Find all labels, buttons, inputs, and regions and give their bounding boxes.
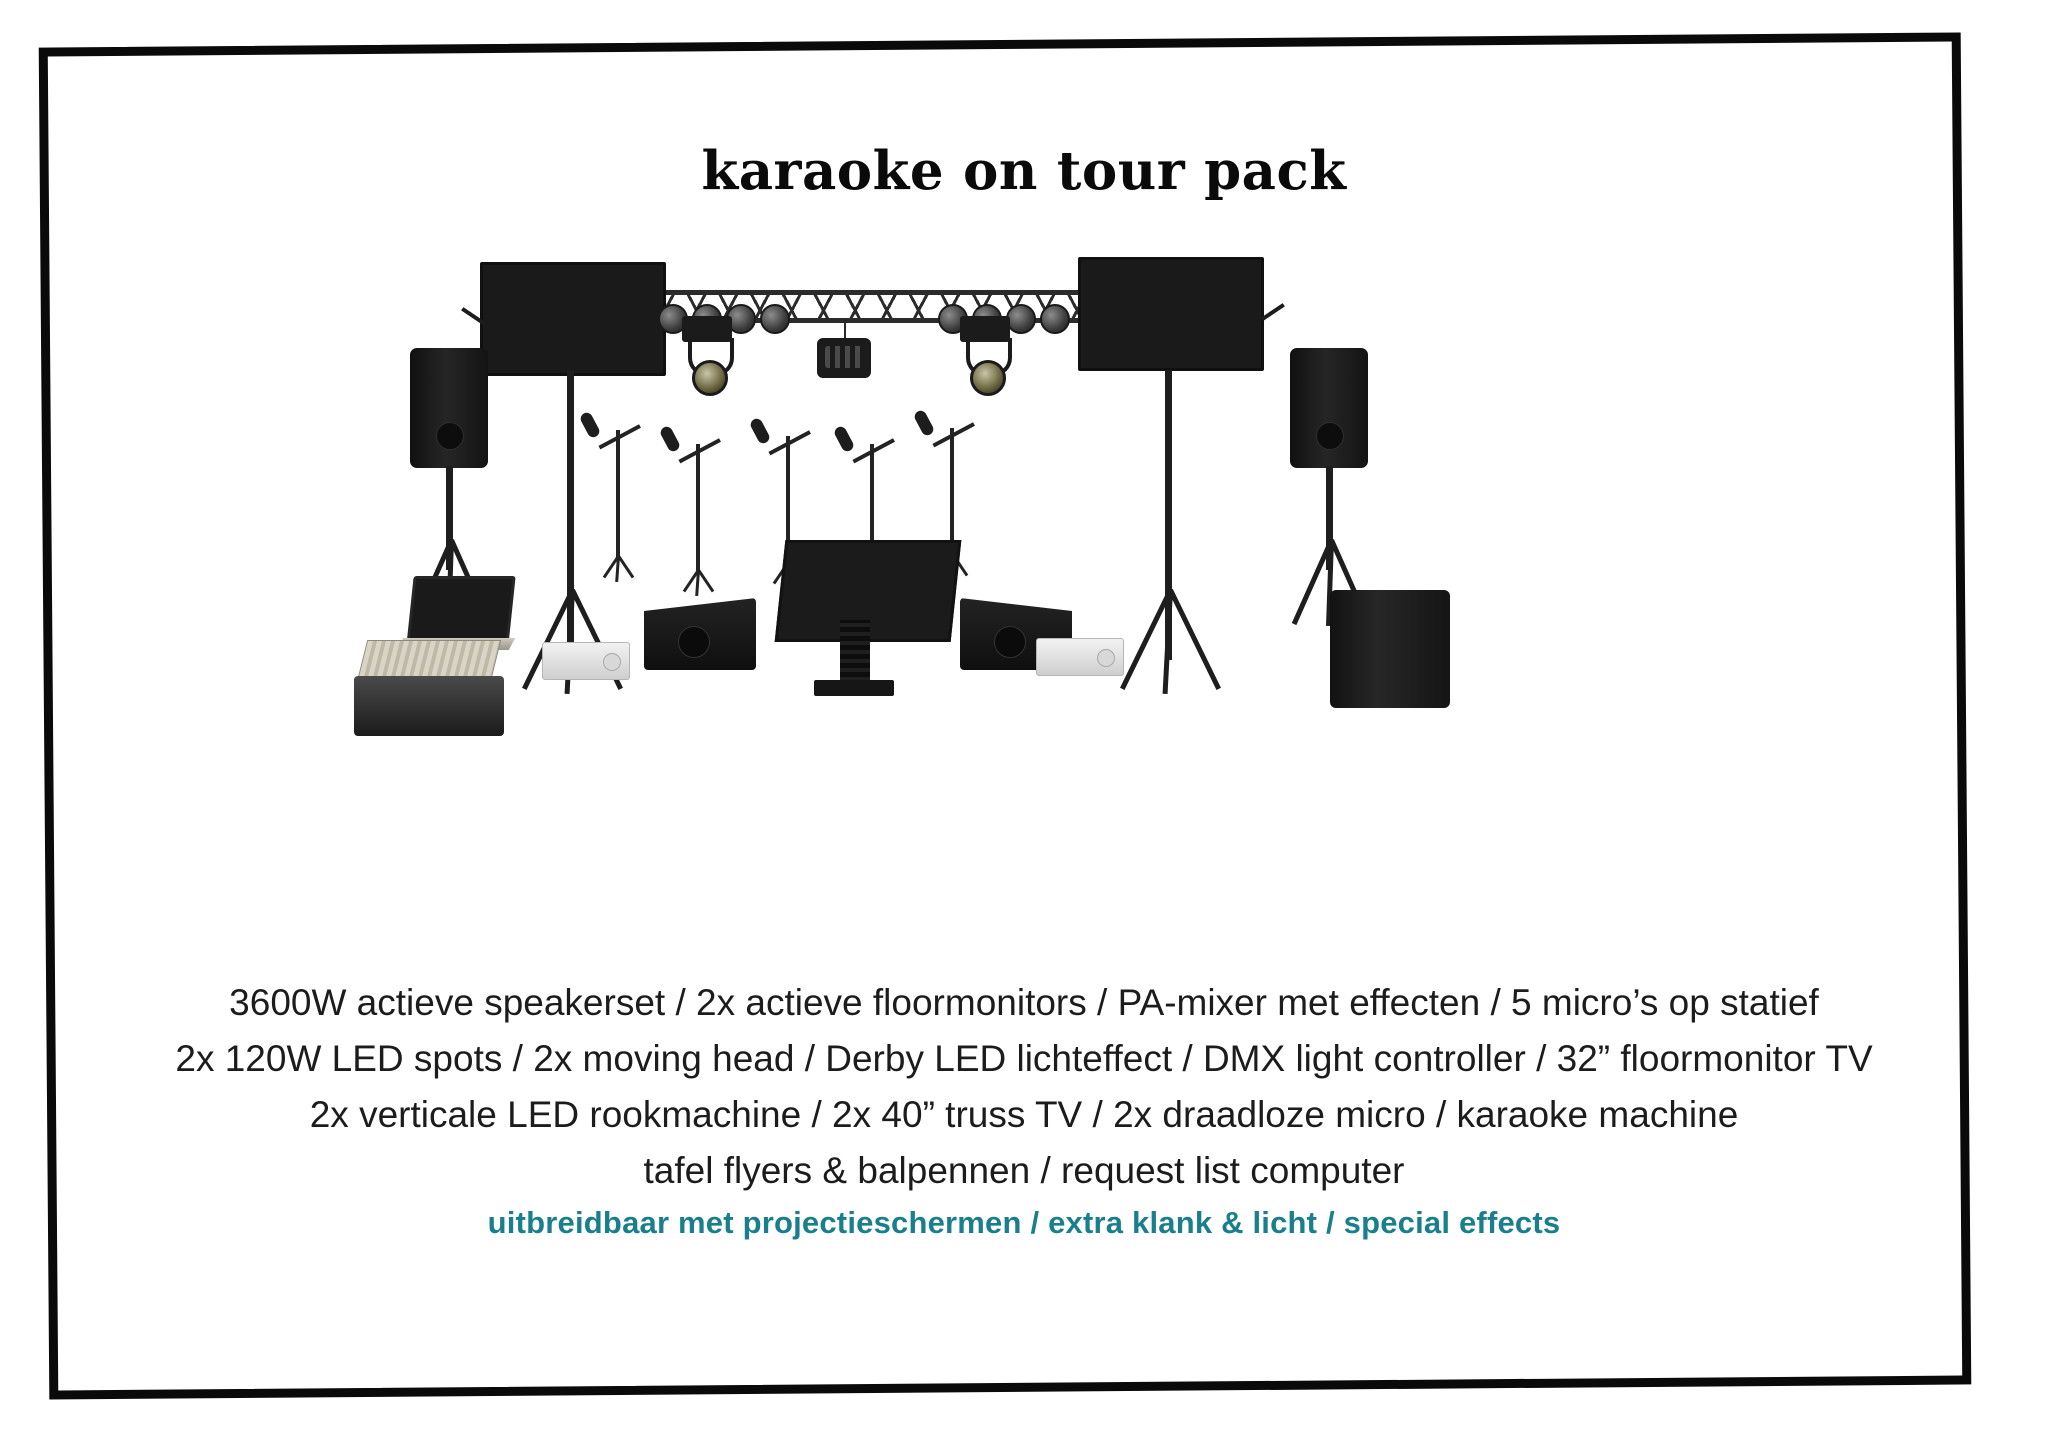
smoke-machine-left xyxy=(542,642,630,680)
stage-illustration xyxy=(400,290,1650,940)
top-speaker-right xyxy=(1290,348,1368,468)
spec-line-4: tafel flyers & balpennen / request list computer xyxy=(643,1150,1405,1191)
spec-line-2: 2x 120W LED spots / 2x moving head / Derby LED lichteffect / DMX light controller / 32” floormonitor TV xyxy=(175,1038,1873,1079)
spec-line-3: 2x verticale LED rookmachine / 2x 40” truss TV / 2x draadloze micro / karaoke machine xyxy=(309,1094,1739,1135)
laptop xyxy=(406,576,515,646)
truss-tv-right xyxy=(1078,257,1264,371)
moving-head xyxy=(956,316,1014,388)
mixer-case-group xyxy=(354,662,524,782)
par-can-icon xyxy=(760,304,790,334)
subwoofer xyxy=(1330,590,1450,708)
floor-monitor-tv-base xyxy=(814,680,894,696)
truss-tv-right-arm xyxy=(1261,303,1285,321)
floor-monitor-left xyxy=(644,598,756,670)
flight-case xyxy=(354,676,504,736)
mic-stand xyxy=(658,426,738,596)
top-speaker-left xyxy=(410,348,488,468)
derby-effect xyxy=(817,338,871,378)
derby-hanging-wire xyxy=(844,318,846,340)
par-can-icon xyxy=(1040,304,1070,334)
spec-list xyxy=(0,975,2048,1199)
moving-head xyxy=(678,316,736,388)
mic-stand xyxy=(578,412,658,582)
truss-tv-left xyxy=(480,262,666,376)
smoke-machine-right xyxy=(1036,638,1124,676)
spec-line-1: 3600W actieve speakerset / 2x actieve floormonitors / PA-mixer met effecten / 5 micro’s op statief xyxy=(229,982,1819,1023)
page-title: karaoke on tour pack xyxy=(701,140,1347,202)
expansion-note: uitbreidbaar met projectieschermen / extra klank & licht / special effects xyxy=(487,1205,1561,1240)
tripod-leg xyxy=(1168,589,1221,690)
